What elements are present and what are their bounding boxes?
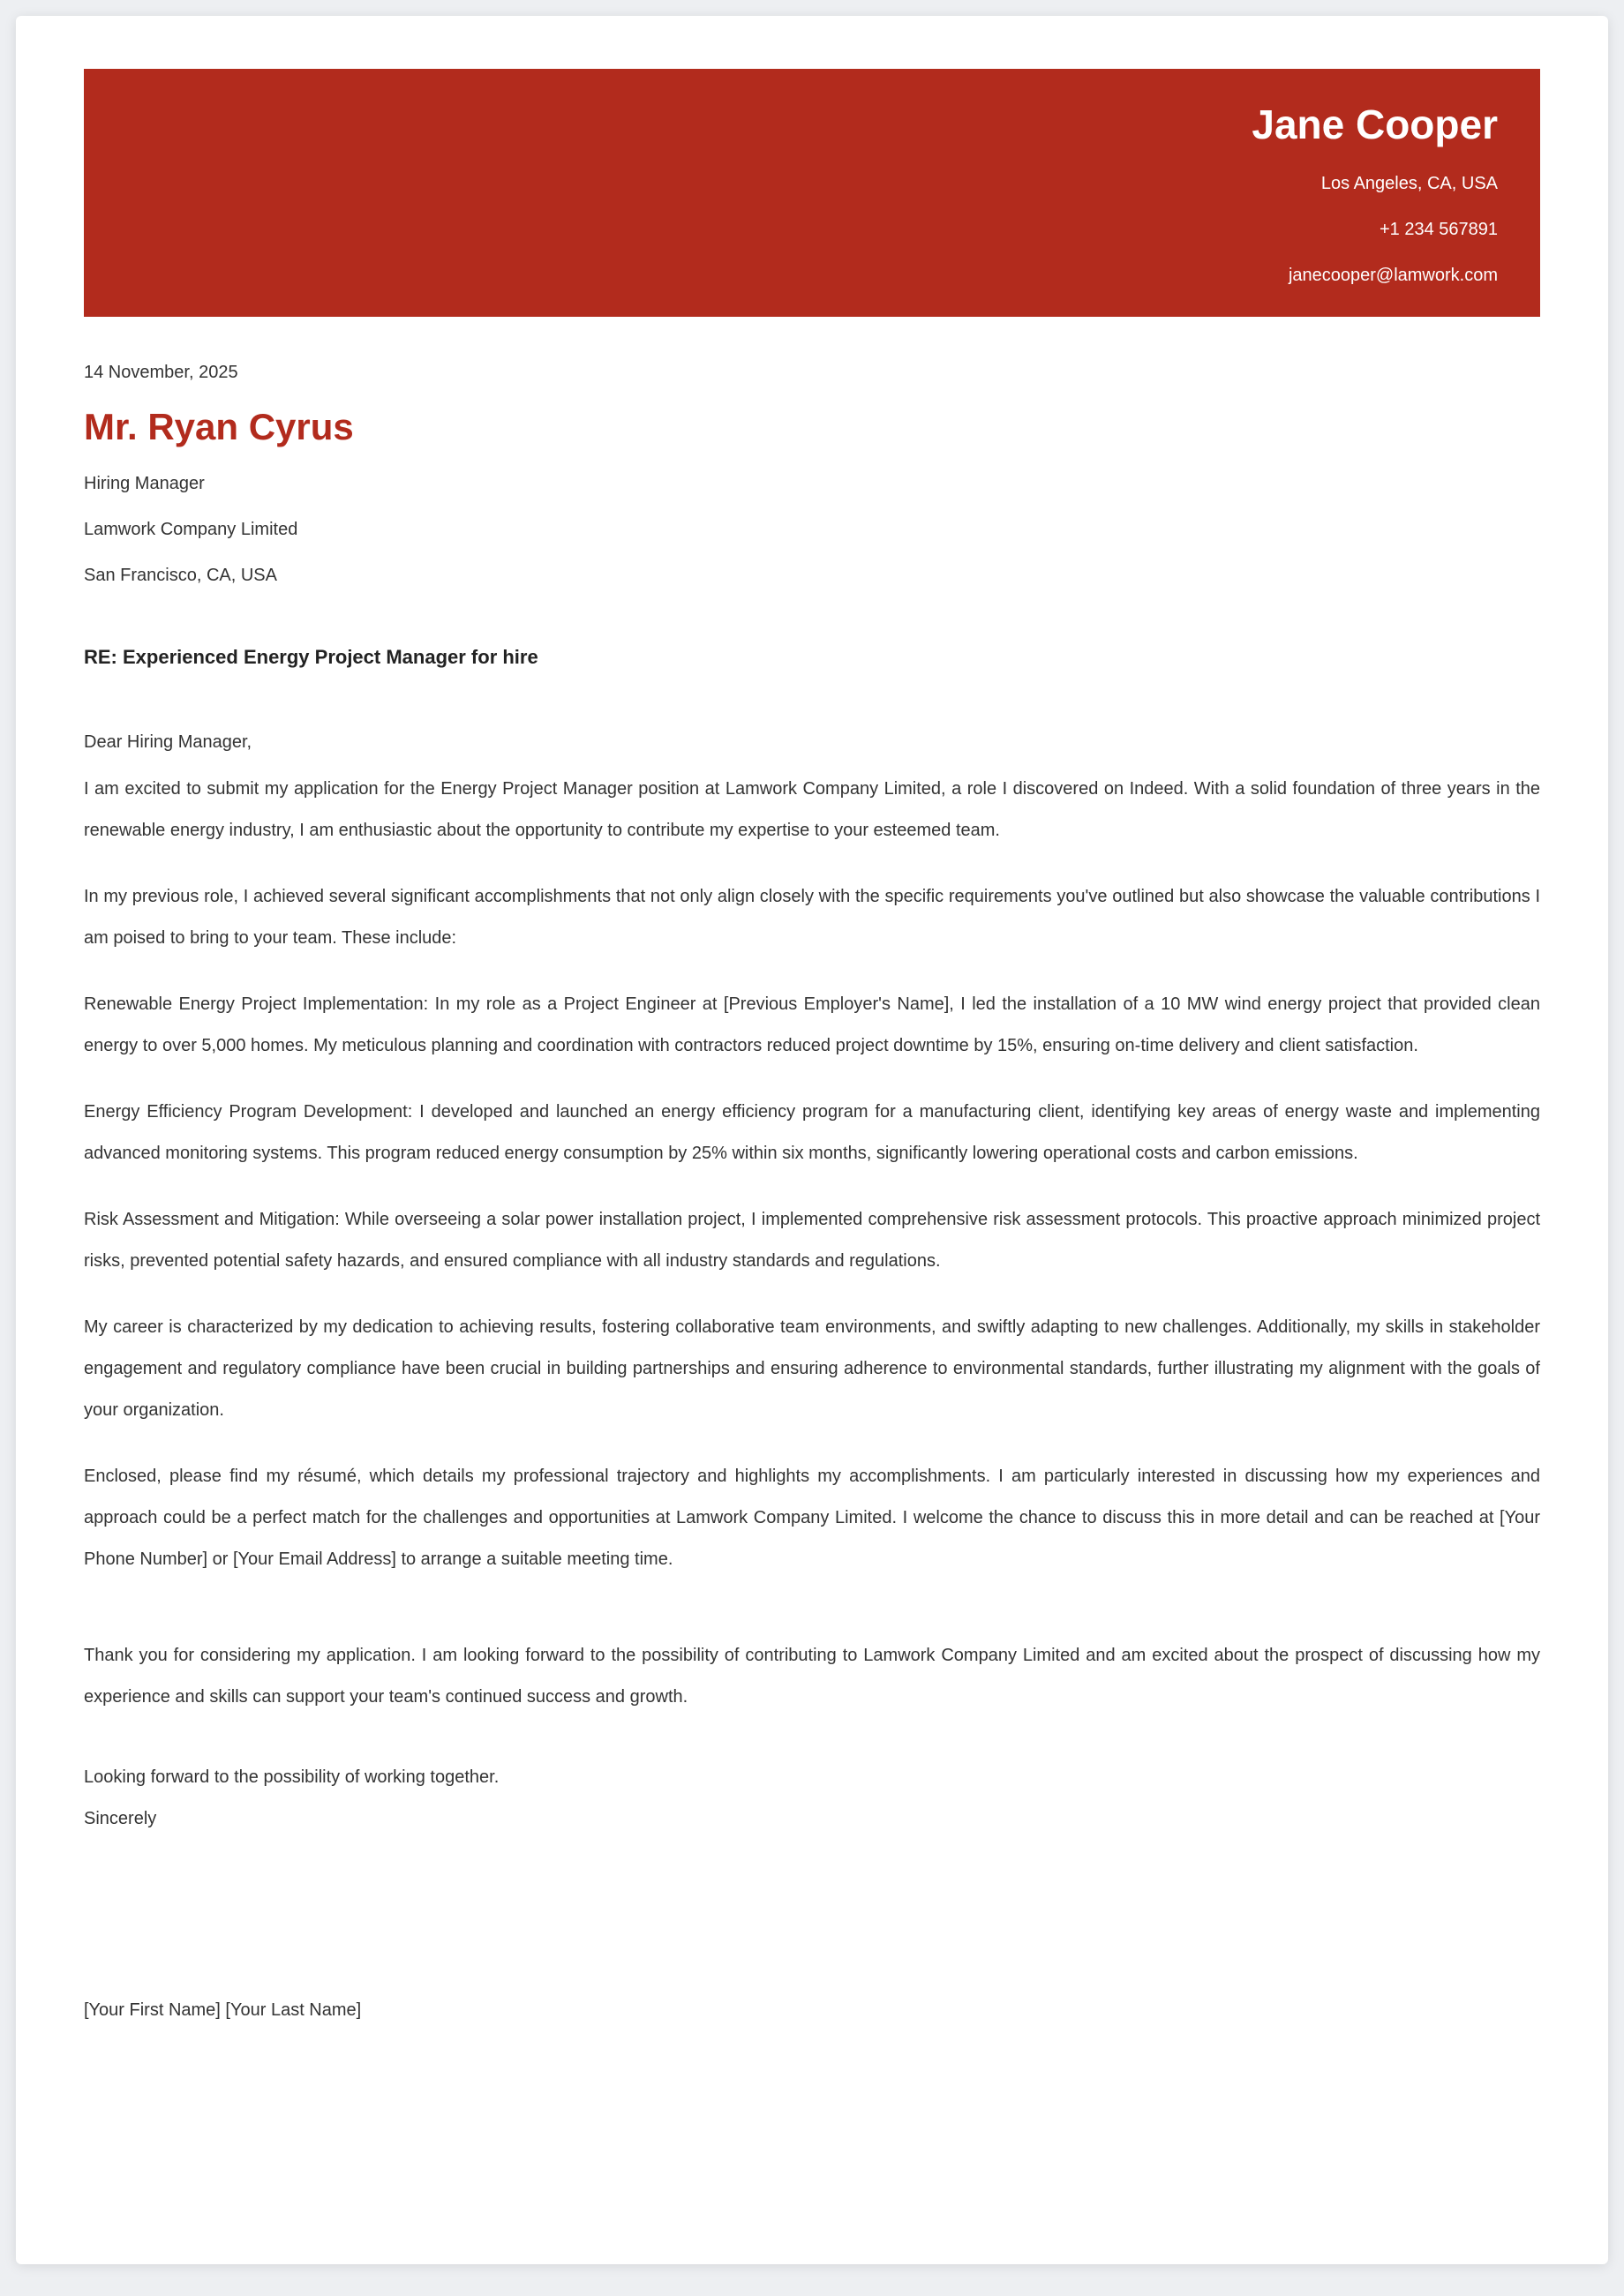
header-band [84,69,1540,317]
body-paragraph: Thank you for considering my application. I am looking forward to the possibility of contributing to Lamwork Company Limited and am excited about the prospect of discussing how my experience and skills can support your team's continued success and growth. [84,1646,1540,1707]
closing-block [84,1757,1540,1840]
applicant-email: janecooper@lamwork.com [1288,266,1498,286]
letter-body [84,769,1540,1718]
body-paragraph: I am excited to submit my application for the Energy Project Manager position at Lamwork Company Limited, a role I discovered on Indeed. With a solid foundation of three years in the renewable energy industry, I am enthusiastic about the opportunity to contribute my expertise to your esteemed team. [84,779,1540,841]
salutation: Dear Hiring Manager, [84,732,252,753]
letter-date: 14 November, 2025 [84,363,238,383]
body-paragraph: Enclosed, please find my résumé, which details my professional trajectory and highlights my accomplishments. I am particularly interested in discussing how my experiences and approach could be a perfect match for the challenges and opportunities at Lamwork Company Limited. I welcome the chance to discuss this in more detail and can be reached at [Your Phone Number] or [Your Email Address] to arrange a suitable meeting time. [84,1467,1540,1570]
body-paragraph: Renewable Energy Project Implementation: In my role as a Project Engineer at [Previous Employer's Name], I led the installation of a 10 MW wind energy project that provided clean energy to over 5,000 homes. My meticulous planning and coordination with contractors reduced project downtime by 15%, ensuring on-time delivery and client satisfaction. [84,994,1540,1056]
recipient-title: Hiring Manager [84,474,205,494]
signature: [Your First Name] [Your Last Name] [84,2000,362,2021]
signoff: Sincerely [84,1809,157,1829]
body-paragraph: Risk Assessment and Mitigation: While overseeing a solar power installation project, I implemented comprehensive risk assessment protocols. This proactive approach minimized project risks, prevented potential safety hazards, and ensured compliance with all industry standards and regulations. [84,1210,1540,1272]
recipient-company: Lamwork Company Limited [84,520,298,540]
applicant-name: Jane Cooper [1252,101,1498,147]
applicant-location: Los Angeles, CA, USA [1320,174,1498,194]
recipient-name: Mr. Ryan Cyrus [84,406,354,448]
body-paragraph: In my previous role, I achieved several significant accomplishments that not only align closely with the specific requirements you've outlined but also showcase the valuable contributions I am poised to bring to your team. These include: [84,887,1540,949]
body-paragraph: Energy Efficiency Program Development: I developed and launched an energy efficiency program for a manufacturing client, identifying key areas of energy waste and implementing advanced monitoring systems. This program reduced energy consumption by 25% within six months, significantly lowering operational costs and carbon emissions. [84,1102,1540,1164]
applicant-phone: +1 234 567891 [1379,220,1498,240]
page-content [16,16,1608,2082]
body-paragraph: My career is characterized by my dedication to achieving results, fostering collaborative team environments, and swiftly adapting to new challenges. Additionally, my skills in stakeholder engagement and regulatory compliance have been crucial in building partnerships and ensuring adherence to environmental standards, further illustrating my alignment with the goals of your organization. [84,1317,1540,1421]
subject-line: RE: Experienced Energy Project Manager for hire [84,646,538,669]
recipient-location: San Francisco, CA, USA [84,566,277,586]
closing-line: Looking forward to the possibility of working together. [84,1767,500,1788]
document-page [16,16,1608,2264]
